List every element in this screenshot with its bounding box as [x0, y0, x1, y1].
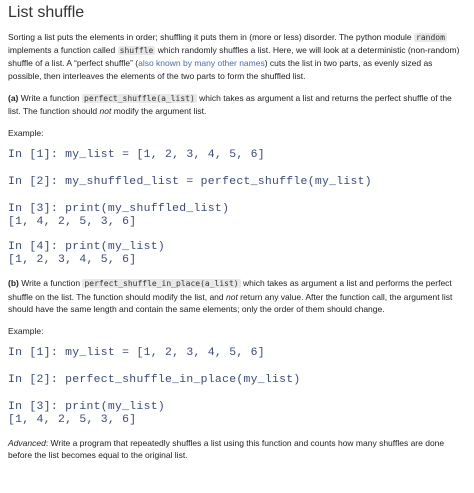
part-b-text-2: which takes as argument a list and performs the perfect shuffle on the list. The function should modify the list, and	[8, 278, 452, 302]
part-a-text-3: modify the argument list.	[111, 106, 207, 117]
inline-code-shuffle: shuffle	[119, 46, 154, 56]
part-a-text-1: Write a function	[18, 92, 83, 103]
part-a-label: (a)	[8, 92, 19, 103]
advanced-label: Advanced	[8, 438, 46, 449]
intro-paragraph	[8, 31, 466, 82]
example-b-line-1: In [1]: my_list = [1, 2, 3, 4, 5, 6]	[8, 347, 265, 360]
example-b-label: Example:	[8, 326, 44, 337]
advanced-text: : Write a program that repeatedly shuffles a list using this function and counts how many shuffles are done before the list becomes equal to the original list.	[8, 438, 445, 461]
part-b-text-3: return any value. After the function call, the argument list should have the same length and contain the same elements; only the order of them should change.	[8, 291, 453, 314]
part-b-paragraph	[8, 277, 466, 315]
part-a-emphasis: not	[99, 106, 112, 117]
page-title: List shuffle	[8, 4, 85, 21]
example-a-label: Example:	[8, 128, 44, 139]
example-a-line-3: In [3]: print(my_shuffled_list) [1, 4, 2, 5, 3, 6]	[8, 203, 230, 229]
also-known-link[interactable]: also known by many other names	[138, 58, 265, 69]
example-b-line-3: In [3]: print(my_list) [1, 4, 2, 5, 3, 6]	[8, 401, 165, 427]
part-a-text-2: which takes as argument a list and returns the perfect shuffle of the list. The function should	[8, 92, 452, 117]
example-a-line-4: In [4]: print(my_list) [1, 2, 3, 4, 5, 6]	[8, 241, 165, 267]
intro-text-3: which randomly shuffles a list. Here, we will look at a deterministic (non-random) shuffle of a list. A “perfect shuffle” (	[8, 45, 460, 69]
part-a-paragraph	[8, 92, 466, 117]
advanced-paragraph	[8, 437, 466, 461]
intro-text-2: implements a function called	[8, 45, 118, 56]
example-a-line-2: In [2]: my_shuffled_list = perfect_shuffle(my_list)	[8, 176, 372, 189]
example-a-line-1: In [1]: my_list = [1, 2, 3, 4, 5, 6]	[8, 149, 265, 162]
inline-code-perfect-shuffle-in-place: perfect_shuffle_in_place(a_list)	[84, 279, 239, 289]
part-b-text-1: Write a function	[18, 278, 83, 289]
example-b-line-2: In [2]: perfect_shuffle_in_place(my_list)	[8, 374, 301, 387]
part-b-label: (b)	[8, 278, 19, 289]
intro-text-4: ) cuts the list in two parts, as evenly sized as possible, then interleaves the elements of the two parts to form the shuffled list.	[8, 58, 433, 81]
intro-text-1: Sorting a list puts the elements in order; shuffling it puts them in (more or less) disorder. The python module	[8, 32, 414, 42]
inline-code-perfect-shuffle: perfect_shuffle(a_list)	[84, 93, 195, 103]
inline-code-random: random	[416, 33, 445, 42]
part-b-emphasis: not	[225, 291, 238, 302]
document	[8, 2, 466, 462]
